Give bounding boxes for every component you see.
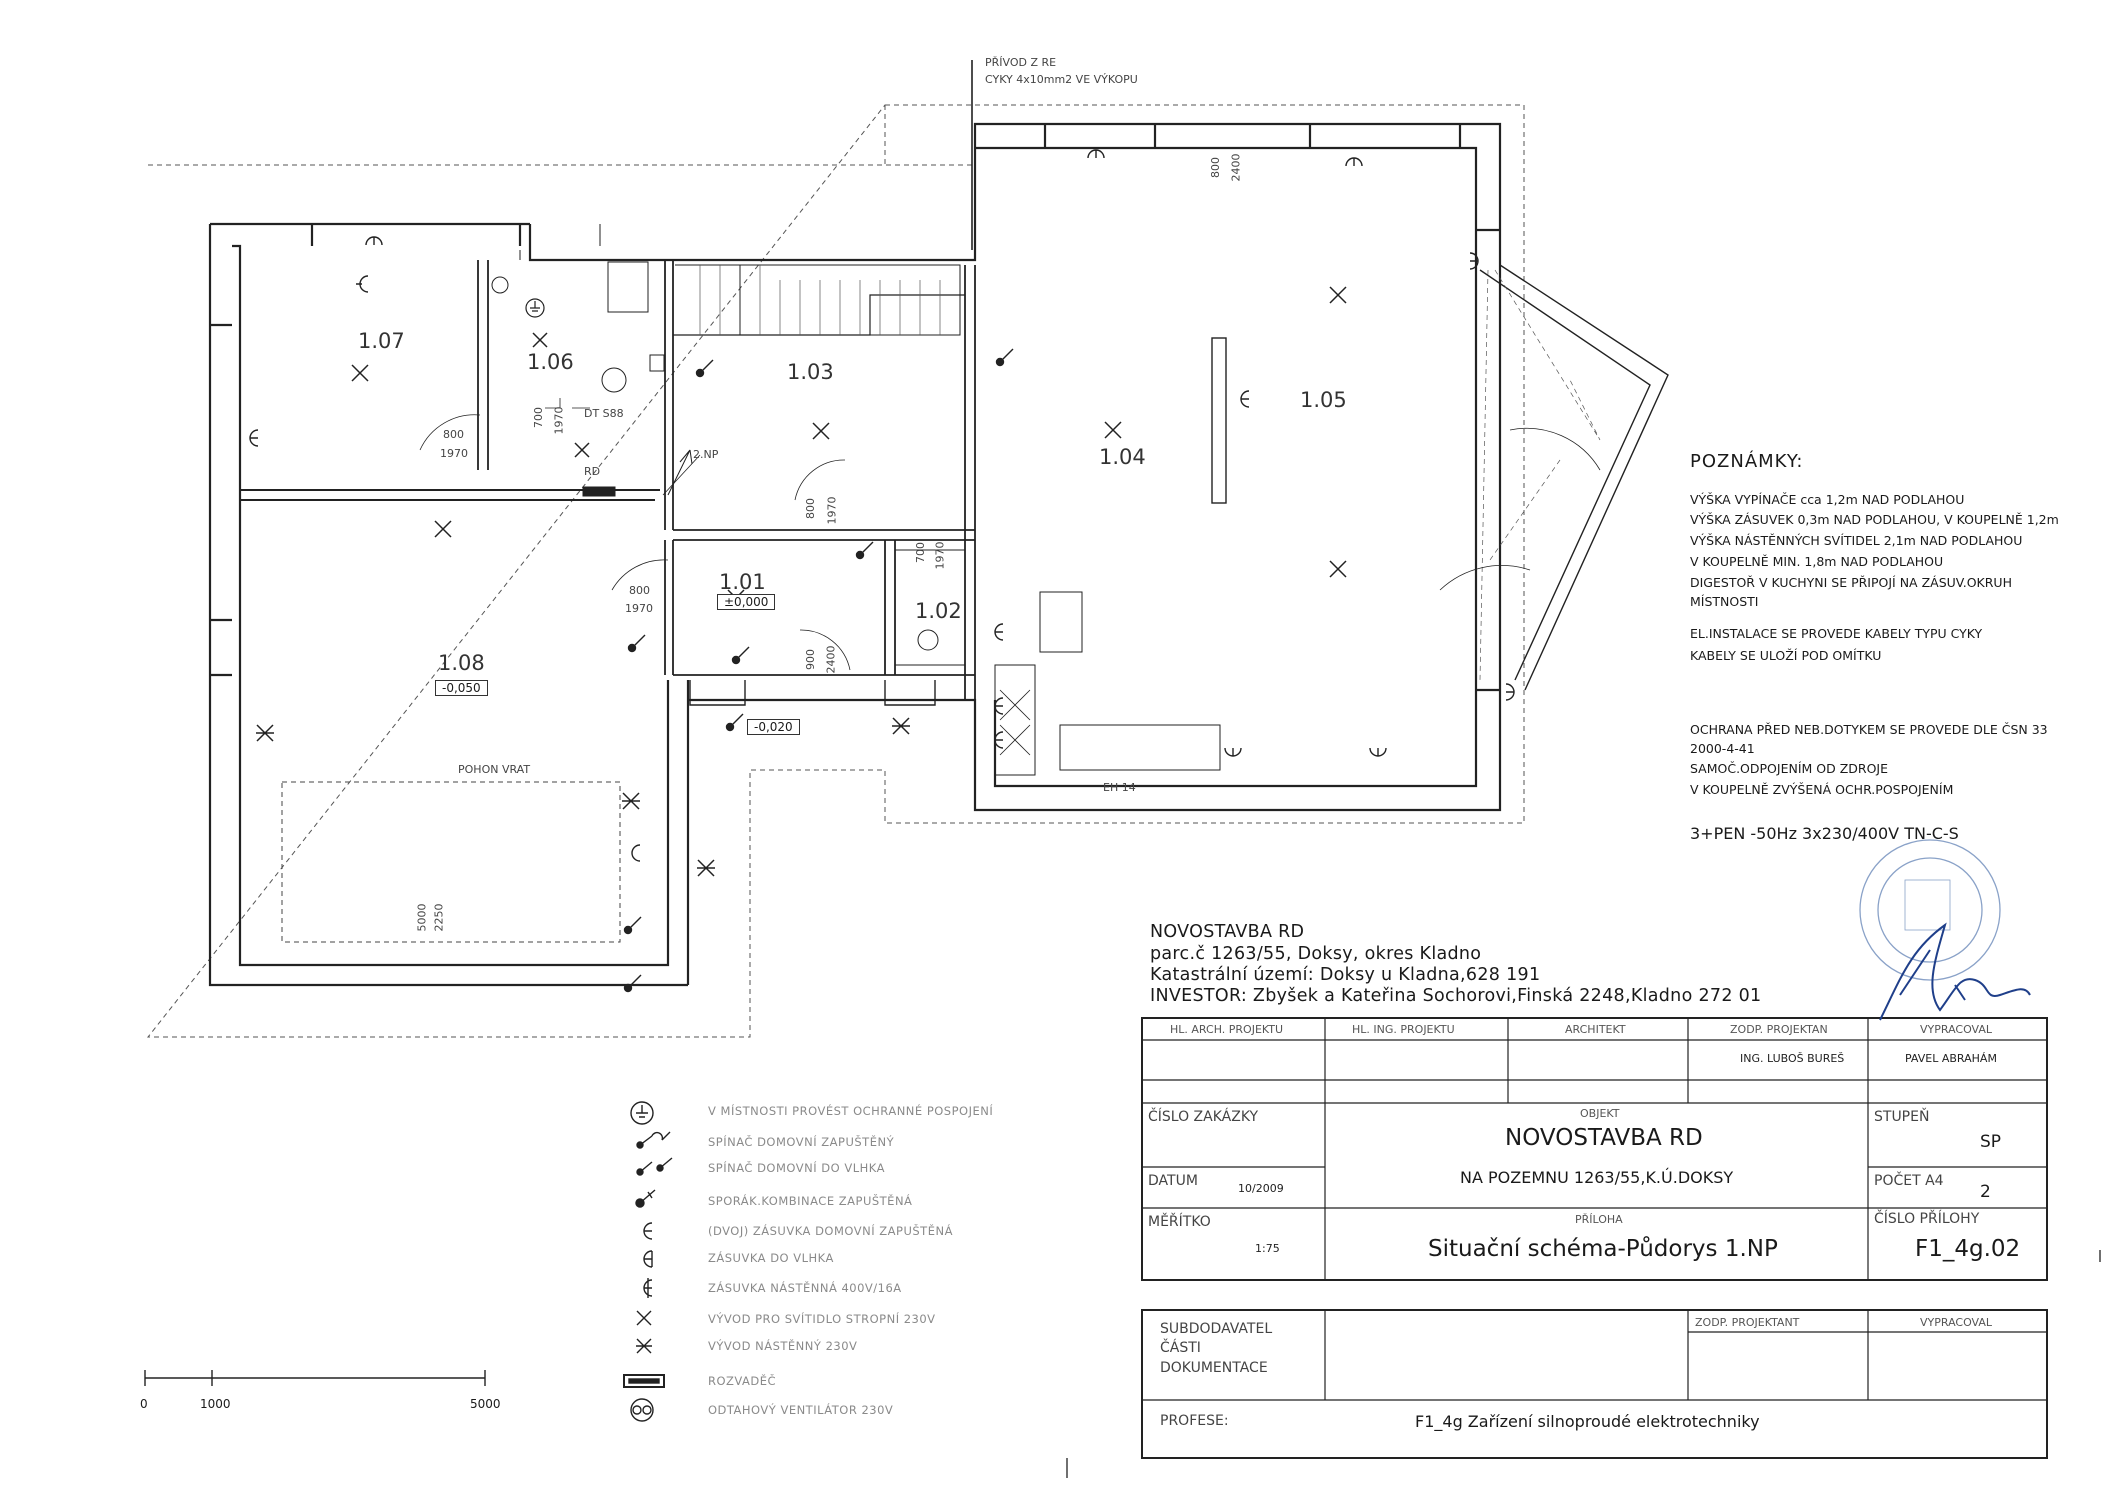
door-dim: 800 [804,498,817,519]
pohon-label: POHON VRAT [458,763,531,776]
door-dim: 2250 [432,903,446,932]
tb-vypracoval-name: PAVEL ABRAHÁM [1905,1052,1997,1065]
room-label: 1.02 [915,599,962,623]
np-label: 2.NP [693,448,719,461]
switch-icon [637,1132,670,1148]
tb-hl-ing: HL. ING. PROJEKTU [1352,1023,1455,1036]
tb-cislo-prilohy-val: F1_4g.02 [1915,1236,2021,1262]
project-line: INVESTOR: Zbyšek a Kateřina Sochorovi,Finská 2248,Kladno 272 01 [1150,986,1762,1006]
tb-stupen: STUPEŇ [1874,1109,1930,1125]
bay-window [1480,265,1668,690]
legend-text: SPÍNAČ DOMOVNÍ DO VLHKA [708,1161,885,1175]
ground-bond-icon [631,1102,653,1124]
door-dim: 700 [914,542,927,563]
scale-label: 0 [140,1397,148,1411]
rd-label: RD [584,465,601,478]
tb-datum-val: 10/2009 [1238,1182,1284,1195]
tb-pocet: POČET A4 [1874,1173,1944,1189]
legend-text: SPÍNAČ DOMOVNÍ ZAPUŠTĚNÝ [708,1135,895,1149]
note-line: V KOUPELNĚ MIN. 1,8m NAD PODLAHOU [1690,554,1944,569]
note-line: SAMOČ.ODPOJENÍM OD ZDROJE [1690,761,1888,776]
signature [1880,925,2030,1020]
note-line: VÝŠKA VYPÍNAČE cca 1,2m NAD PODLAHOU [1690,492,1965,507]
door-dim: 700 [532,407,545,428]
legend-text: ZÁSUVKA DO VLHKA [708,1251,834,1265]
room-label: 1.04 [1099,445,1146,469]
tb-zodp-name: ING. LUBOŠ BUREŠ [1740,1052,1845,1065]
stove-combo-icon [636,1190,655,1207]
tb-cislo-zakazky: ČÍSLO ZAKÁZKY [1148,1109,1259,1125]
tb-objekt: OBJEKT [1580,1107,1620,1120]
door-dim: 1970 [933,541,947,570]
dt-label: DT S88 [584,407,624,420]
sb-subdodavatel-1: SUBDODAVATEL [1160,1321,1273,1337]
note-line: KABELY SE ULOŽÍ POD OMÍTKU [1690,648,1882,663]
sb-profese-val: F1_4g Zařízení silnoproudé elektrotechniky [1415,1412,1760,1431]
tb-architekt: ARCHITEKT [1565,1023,1626,1036]
note-line: V KOUPELNĚ ZVÝŠENÁ OCHR.POSPOJENÍM [1690,782,1954,797]
tb-vypracoval: VYPRACOVAL [1920,1023,1993,1036]
tb-datum: DATUM [1148,1173,1198,1189]
project-line: Katastrální území: Doksy u Kladna,628 191 [1150,965,1541,985]
door-dim: 5000 [415,903,429,932]
note-line: OCHRANA PŘED NEB.DOTYKEM SE PROVEDE DLE ČSN 33 [1690,722,2048,737]
legend-text: ZÁSUVKA NÁSTĚNNÁ 400V/16A [708,1281,902,1295]
tb-meritko-val: 1:75 [1255,1242,1280,1255]
note-line: MÍSTNOSTI [1690,594,1759,609]
socket-humid-icon [644,1251,652,1267]
legend-text: ODTAHOVÝ VENTILÁTOR 230V [708,1403,894,1417]
legend-text: (DVOJ) ZÁSUVKA DOMOVNÍ ZAPUŠTĚNÁ [708,1224,953,1238]
exterior-level-badge: -0,020 [747,719,800,735]
project-line: parc.č 1263/55, Doksy, okres Kladno [1150,944,1482,964]
tb-objekt-sub: NA POZEMNU 1263/55,K.Ú.DOKSY [1460,1168,1734,1187]
feed-note-1: PŘÍVOD Z RE [985,56,1057,69]
tb-pocet-val: 2 [1980,1182,1991,1202]
sb-subdodavatel-3: DOKUMENTACE [1160,1360,1268,1376]
door-dim: 1970 [552,406,566,435]
scale-label: 1000 [200,1397,231,1411]
note-line: VÝŠKA NÁSTĚNNÝCH SVÍTIDEL 2,1m NAD PODLAHOU [1690,533,2023,548]
room-label: 1.06 [527,350,574,374]
wall-outer [210,124,1500,985]
sb-profese: PROFESE: [1160,1413,1229,1429]
room-label: 1.01 [719,570,766,594]
socket-400v-icon [644,1278,652,1298]
legend-text: SPORÁK.KOMBINACE ZAPUŠTĚNÁ [708,1194,913,1208]
door-dim: 800 [629,584,650,597]
room-label: 1.05 [1300,388,1347,412]
eh-label: EH 14 [1103,781,1136,794]
garage-car-outline [282,782,620,942]
ceiling-light-icon [637,1311,651,1325]
door-dim: 2400 [1229,153,1243,182]
legend-text: ROZVADĚČ [708,1374,777,1388]
note-line: DIGESTOŘ V KUCHYNI SE PŘIPOJÍ NA ZÁSUV.OKRUH [1690,575,2012,590]
room-label: 1.07 [358,329,405,353]
door-dim: 800 [1209,157,1222,178]
door-dim: 1970 [440,447,468,460]
tb-hl-arch: HL. ARCH. PROJEKTU [1170,1023,1284,1036]
sb-vypracoval: VYPRACOVAL [1920,1316,1993,1329]
notes-title: POZNÁMKY: [1690,451,1804,472]
switch-humid-icon [637,1158,672,1175]
supply-spec: 3+PEN -50Hz 3x230/400V TN-C-S [1690,824,1959,843]
note-line: 2000-4-41 [1690,741,1755,756]
scale-bar [145,1370,485,1386]
legend-text: VÝVOD NÁSTĚNNÝ 230V [708,1339,858,1353]
tb-priloha: PŘÍLOHA [1575,1213,1623,1226]
door-dim: 900 [804,649,817,670]
staircase [675,265,960,335]
stamp [1860,840,2000,980]
note-line: EL.INSTALACE SE PROVEDE KABELY TYPU CYKY [1690,626,1983,641]
socket-icon [644,1223,652,1239]
room-label: 1.03 [787,360,834,384]
legend-text: V MÍSTNOSTI PROVÉST OCHRANNÉ POSPOJENÍ [708,1104,994,1118]
fan-icon [631,1399,653,1421]
door-dim: 2400 [824,645,838,674]
project-line: NOVOSTAVBA RD [1150,922,1305,942]
tb-priloha-title: Situační schéma-Půdorys 1.NP [1428,1236,1778,1262]
tb-meritko: MĚŘÍTKO [1148,1214,1211,1230]
sb-zodp: ZODP. PROJEKTANT [1695,1316,1800,1329]
feed-note-2: CYKY 4x10mm2 VE VÝKOPU [985,73,1138,86]
legend-icons [624,1102,672,1421]
note-line: VÝŠKA ZÁSUVEK 0,3m NAD PODLAHOU, V KOUPELNĚ 1,2m [1690,512,2059,527]
tb-zodp: ZODP. PROJEKTAN [1730,1023,1828,1036]
tb-stupen-val: SP [1980,1132,2002,1152]
level-badge: -0,050 [435,680,488,696]
scale-label: 5000 [470,1397,501,1411]
door-dim: 800 [443,428,464,441]
wall-inner [232,148,1476,965]
tb-cislo-prilohy: ČÍSLO PŘÍLOHY [1874,1211,1980,1227]
plot-outline [148,105,1524,1037]
door-dim: 1970 [625,602,653,615]
legend-text: VÝVOD PRO SVÍTIDLO STROPNÍ 230V [708,1312,936,1326]
level-badge: ±0,000 [717,594,775,610]
wall-light-icon [636,1339,652,1353]
room-label: 1.08 [438,651,485,675]
tb-objekt-title: NOVOSTAVBA RD [1505,1125,1703,1151]
distribution-board-icon [624,1375,664,1387]
distribution-board [583,487,615,496]
sb-subdodavatel-2: ČÁSTI [1160,1340,1201,1356]
door-dim: 1970 [825,496,839,525]
